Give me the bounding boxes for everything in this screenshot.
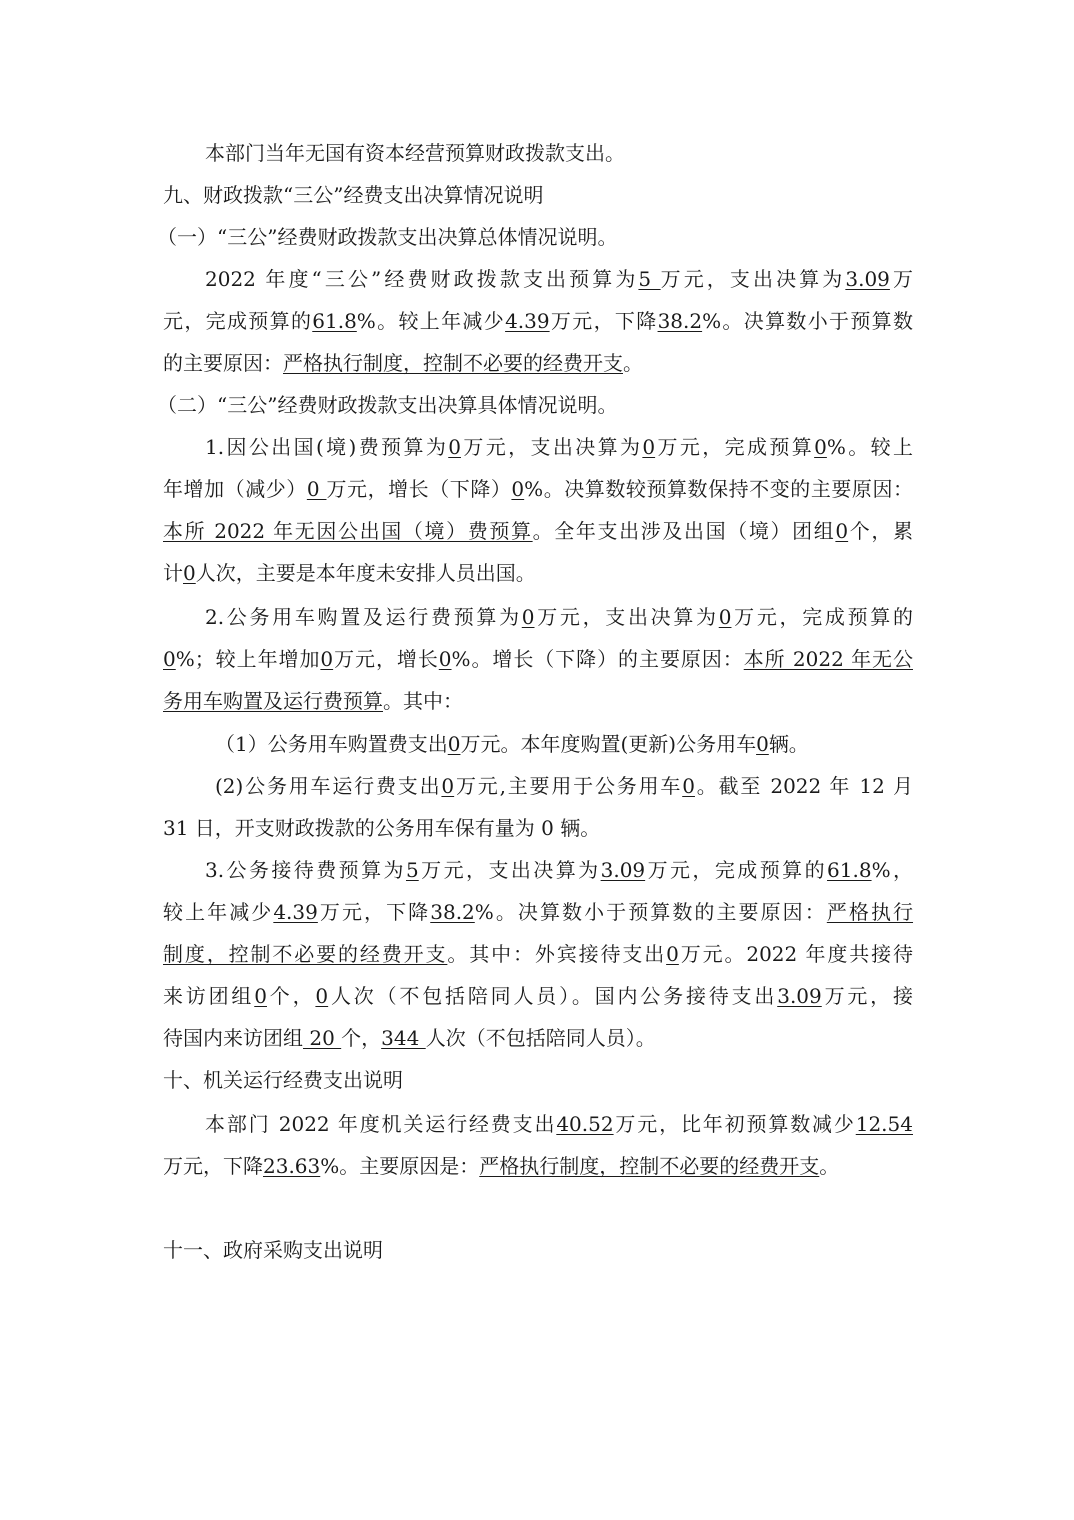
text-run: %，	[871, 858, 913, 882]
text-run: 万元，增长（下降）	[326, 477, 512, 501]
underlined-value: 3.09	[777, 984, 822, 1008]
text-run: 本部门当年无国有资本经营预算财政拨款支出。	[205, 141, 625, 165]
text-run: %。决算数小于预算数	[702, 309, 914, 333]
underlined-value: 12.54	[855, 1112, 913, 1136]
underlined-value: 0	[320, 647, 334, 671]
text-run: 万元，支出决算为	[660, 267, 846, 291]
underlined-value: 61.8	[827, 858, 872, 882]
text-run: 辆。	[768, 732, 809, 756]
vehicle-line-3	[163, 687, 913, 715]
text-run: 十一、政府采购支出说明	[163, 1238, 383, 1262]
underlined-value: 4.39	[505, 309, 550, 333]
underlined-value: 0	[521, 605, 535, 629]
text-run: 九、财政拨款“三公”经费支出决算情况说明	[163, 183, 544, 207]
text-run: 万元，接	[821, 984, 913, 1008]
text-run: 年增加（减少）	[163, 477, 307, 501]
text-run: （一）“三公”经费财政拨款支出决算总体情况说明。	[157, 225, 618, 249]
text-run: %。决算数较预算数保持不变的主要原因：	[524, 477, 914, 501]
overall-line-3	[163, 349, 913, 377]
heading-9	[163, 181, 913, 209]
text-run: 万元，完成预算的	[645, 858, 828, 882]
reception-line-3	[163, 940, 913, 968]
text-run: 十、机关运行经费支出说明	[163, 1068, 403, 1092]
text-run: 人次，主要是本年度未安排人员出国。	[195, 561, 536, 585]
text-run: 个，	[266, 984, 316, 1008]
text-run: 万元,主要用于公务用车	[454, 774, 683, 798]
text-run: 万元。本年度购置(更新)公务用车	[460, 732, 757, 756]
underlined-value: 61.8	[312, 309, 357, 333]
abroad-line-4	[163, 559, 913, 587]
underlined-value: 0	[183, 561, 196, 585]
reception-line-2	[163, 898, 913, 926]
underlined-value: 5	[405, 858, 419, 882]
text-run: 人次（不包括陪同人员）。	[425, 1026, 656, 1050]
underlined-value: 0	[814, 435, 827, 459]
abroad-line-2	[163, 475, 913, 503]
vehicle-purchase-line	[215, 730, 913, 758]
underlined-value: 3.09	[845, 267, 890, 291]
text-run: 个，累	[848, 519, 914, 543]
underlined-value: 0	[447, 732, 461, 756]
underlined-value: 0	[448, 435, 461, 459]
text-run: 万元，下降	[163, 1154, 263, 1178]
text-run: 万元，增长	[333, 647, 439, 671]
text-run: 万	[889, 267, 914, 291]
underlined-value: 38.2	[430, 900, 475, 924]
underlined-value: 严格执行	[826, 900, 914, 924]
text-run: 人次（不包括陪同人员）。国内公务接待支出	[328, 984, 778, 1008]
text-run: 万元，支出决算为	[418, 858, 601, 882]
line-no-state-capital	[205, 139, 913, 167]
text-run: 待国内来访团组	[163, 1026, 303, 1050]
underlined-value: 制度，控制不必要的经费开支	[163, 942, 448, 966]
underlined-value: 0	[718, 605, 732, 629]
text-run: %。较上	[826, 435, 914, 459]
reception-line-5	[163, 1024, 913, 1052]
underlined-value: 23.63	[263, 1154, 321, 1178]
text-run: 计	[163, 561, 183, 585]
underlined-value: 40.52	[556, 1112, 614, 1136]
text-run: 万元，比年初预算数减少	[613, 1112, 856, 1136]
text-run: 万元。2022 年度共接待	[678, 942, 913, 966]
underlined-value: 0	[642, 435, 656, 459]
underlined-value: 务用车购置及运行费预算	[163, 689, 383, 713]
abroad-line-1	[205, 433, 913, 461]
text-run: 万元，完成预算	[655, 435, 815, 459]
text-run: 本部门 2022 年度机关运行经费支出	[205, 1112, 557, 1136]
vehicle-operation-line-2	[163, 814, 913, 842]
text-run: 元，完成预算的	[163, 309, 313, 333]
underlined-value: 本所 2022 年无因公出国（境）费预算	[163, 519, 533, 543]
text-run: （1）公务用车购置费支出	[215, 732, 448, 756]
heading-11	[163, 1236, 913, 1264]
underlined-value: 4.39	[273, 900, 318, 924]
text-run: 较上年减少	[163, 900, 274, 924]
overall-line-2	[163, 307, 913, 335]
text-run: 。全年支出涉及出国（境）团组	[532, 519, 836, 543]
text-run: 的主要原因：	[163, 351, 283, 375]
heading-10	[163, 1066, 913, 1094]
text-run: %。较上年减少	[356, 309, 506, 333]
text-run: 万元，支出决算为	[534, 605, 719, 629]
text-run: 万元，下降	[549, 309, 658, 333]
underlined-value: 0	[163, 647, 176, 671]
underlined-value: 38.2	[657, 309, 703, 333]
text-run: 万元，下降	[317, 900, 431, 924]
operating-line-2	[163, 1152, 913, 1180]
text-run: 2022 年度“三公”经费财政拨款支出预算为	[205, 267, 639, 291]
vehicle-line-1	[205, 603, 913, 631]
underlined-value: 3.09	[600, 858, 646, 882]
text-run: 。其中：	[383, 689, 463, 713]
underlined-value: 344	[381, 1026, 426, 1050]
underlined-value: 0	[438, 647, 452, 671]
underlined-value: 本所 2022 年无公	[743, 647, 913, 671]
underlined-value: 0	[511, 477, 525, 501]
underlined-value: 0	[682, 774, 695, 798]
text-run: 万元，支出决算为	[460, 435, 643, 459]
underlined-value: 严格执行制度，控制不必要的经费开支	[479, 1154, 820, 1178]
underlined-value: 0	[306, 477, 327, 501]
text-run: 。截至 2022 年 12 月	[694, 774, 914, 798]
subheading-9-1	[157, 223, 913, 251]
reception-line-4	[163, 982, 913, 1010]
underlined-value: 严格执行制度，控制不必要的经费开支	[283, 351, 623, 375]
text-run: 。	[623, 351, 643, 375]
text-run: %；较上年增加	[175, 647, 321, 671]
operating-line-1	[205, 1110, 913, 1138]
text-run: %。主要原因是：	[320, 1154, 480, 1178]
text-run: 万元，完成预算的	[731, 605, 914, 629]
subheading-9-2	[157, 391, 913, 419]
reception-line-1	[205, 856, 913, 884]
underlined-value: 0	[441, 774, 455, 798]
text-run: 。	[819, 1154, 840, 1178]
overall-line-1	[205, 265, 913, 293]
abroad-line-3	[163, 517, 913, 545]
text-run: 31 日，开支财政拨款的公务用车保有量为 0 辆。	[163, 816, 601, 840]
underlined-value: 20	[303, 1026, 342, 1050]
underlined-value: 0	[666, 942, 679, 966]
text-run: 3.公务接待费预算为	[205, 858, 406, 882]
text-run: 2.公务用车购置及运行费预算为	[205, 605, 522, 629]
text-run: 。其中：外宾接待支出	[447, 942, 667, 966]
text-run: 1.因公出国(境)费预算为	[205, 435, 449, 459]
vehicle-operation-line-1	[215, 772, 913, 800]
underlined-value: 0	[254, 984, 267, 1008]
underlined-value: 0	[756, 732, 769, 756]
text-run: 个，	[341, 1026, 382, 1050]
underlined-value: 0	[835, 519, 849, 543]
underlined-value: 0	[315, 984, 329, 1008]
text-run: （二）“三公”经费财政拨款支出决算具体情况说明。	[157, 393, 618, 417]
text-run: 来访团组	[163, 984, 255, 1008]
text-run: %。增长（下降）的主要原因：	[451, 647, 744, 671]
underlined-value: 5	[638, 267, 661, 291]
text-run: %。决算数小于预算数的主要原因：	[474, 900, 827, 924]
vehicle-line-2	[163, 645, 913, 673]
text-run: (2)公务用车运行费支出	[215, 774, 442, 798]
